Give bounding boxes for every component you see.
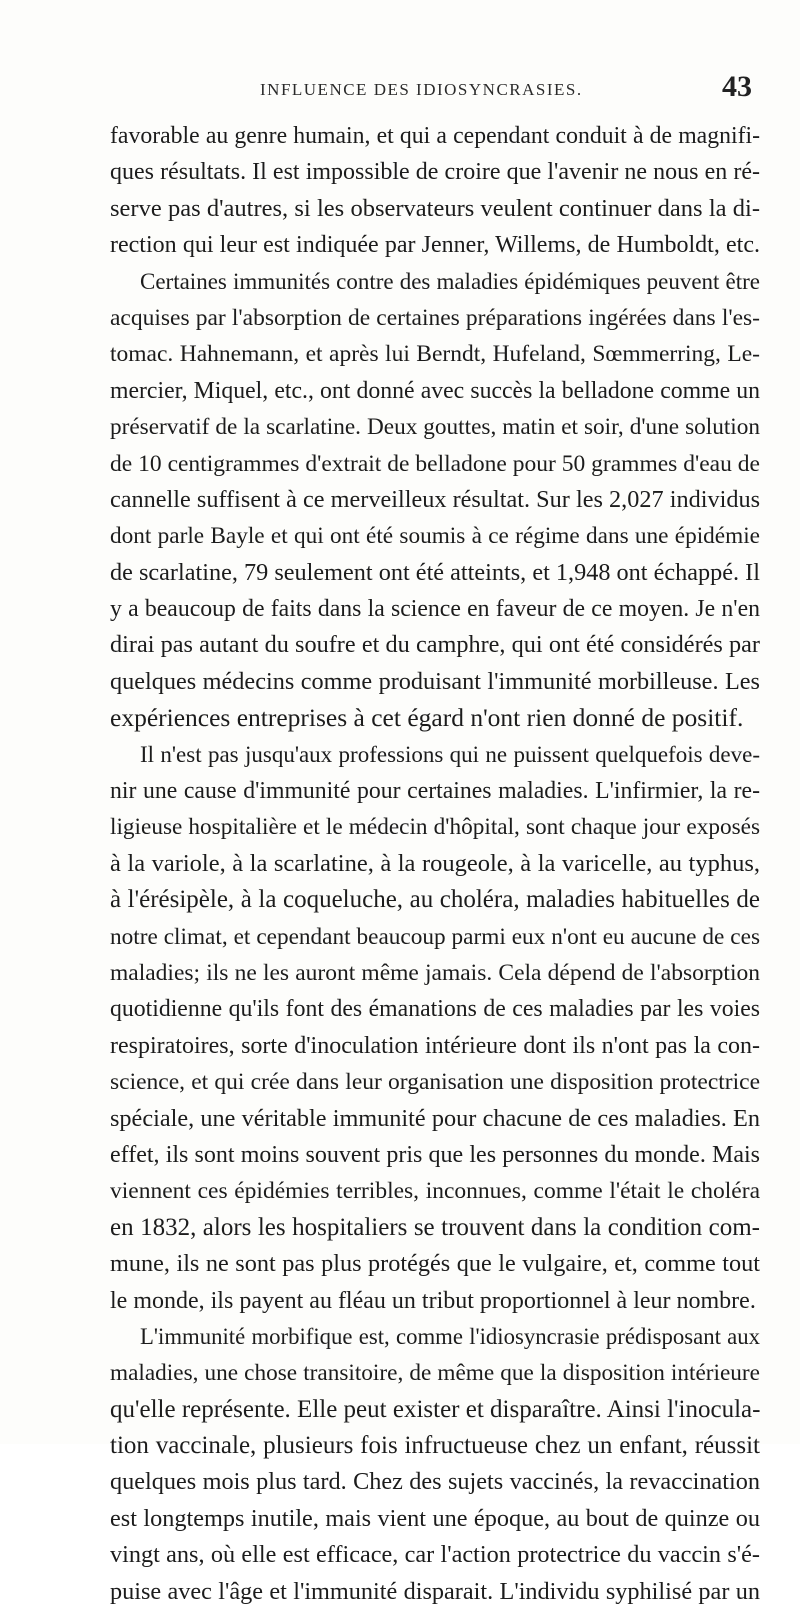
- text-line: de 10 centigrammes d'extrait de belladone pour 50 grammes d'eau de: [110, 450, 760, 477]
- text-line: Il n'est pas jusqu'aux professions qui ne puissent quelquefois deve-: [140, 741, 760, 767]
- text-line: ligieuse hospitalière et le médecin d'hôpital, sont chaque jour exposés: [110, 814, 760, 841]
- text-line: tion vaccinale, plusieurs fois infructueuse chez un enfant, réussit: [110, 1432, 760, 1460]
- text-line: tomac. Hahnemann, et après lui Berndt, Hufeland, Sœmmerring, Le-: [110, 341, 760, 368]
- text-line: à la variole, à la scarlatine, à la rougeole, à la varicelle, au typhus,: [110, 849, 760, 877]
- text-line: cannelle suffisent à ce merveilleux résultat. Sur les 2,027 individus: [110, 485, 760, 513]
- text-line: L'immunité morbifique est, comme l'idiosyncrasie prédisposant aux: [140, 1323, 760, 1349]
- text-line: dont parle Bayle et qui ont été soumis à ce régime dans une épidémie: [110, 523, 760, 550]
- text-line: acquises par l'absorption de certaines préparations ingérées dans l'es-: [110, 304, 760, 331]
- text-line: quelques mois plus tard. Chez des sujets vaccinés, la revaccination: [110, 1468, 760, 1496]
- text-line: y a beaucoup de faits dans la science en faveur de ce moyen. Je n'en: [110, 596, 760, 623]
- text-line: rection qui leur est indiquée par Jenner, Willems, de Humboldt, etc.: [110, 232, 760, 259]
- text-line: serve pas d'autres, si les observateurs veulent continuer dans la di-: [110, 194, 760, 222]
- text-line: quelques médecins comme produisant l'immunité morbilleuse. Les: [110, 667, 760, 695]
- text-line: préservatif de la scarlatine. Deux gouttes, matin et soir, d'une solution: [110, 414, 760, 441]
- text-line: spéciale, une véritable immunité pour chacune de ces maladies. En: [110, 1104, 760, 1132]
- text-line: vingt ans, où elle est efficace, car l'action protectrice du vaccin s'é-: [110, 1541, 760, 1569]
- text-line: est longtemps inutile, mais vient une époque, au bout de quinze ou: [110, 1504, 760, 1532]
- text-line: à l'érésipèle, à la coqueluche, au choléra, maladies habituelles de: [110, 886, 760, 914]
- text-line: maladies, une chose transitoire, de même que la disposition intérieure: [110, 1360, 760, 1387]
- text-line: favorable au genre humain, et qui a cependant conduit à de magnifi-: [110, 123, 760, 149]
- text-line: mune, ils ne sont pas plus protégés que le vulgaire, et, comme tout: [110, 1250, 760, 1278]
- text-line: mercier, Miquel, etc., ont donné avec succès la belladone comme un: [110, 377, 760, 404]
- text-line: viennent ces épidémies terribles, inconnues, comme l'était le choléra: [110, 1178, 760, 1205]
- text-line: dirai pas autant du soufre et du camphre, qui ont été considérés par: [110, 631, 760, 659]
- text-line: maladies; ils ne les auront même jamais. Cela dépend de l'absorption: [110, 959, 760, 986]
- text-line: qu'elle représente. Elle peut exister et disparaître. Ainsi l'inocula-: [110, 1395, 761, 1423]
- text-line: expériences entreprises à cet égard n'ont rien donné de positif.: [110, 703, 744, 733]
- text-line: respiratoires, sorte d'inoculation intérieure dont ils n'ont pas la con-: [110, 1032, 760, 1059]
- text-line: effet, ils sont moins souvent pris que les personnes du monde. Mais: [110, 1141, 760, 1168]
- text-line: nir une cause d'immunité pour certaines maladies. L'infirmier, la re-: [110, 778, 760, 805]
- page-number: 43: [722, 70, 752, 103]
- text-line: le monde, ils payent au fléau un tribut proportionnel à leur nombre.: [110, 1287, 756, 1314]
- running-title: INFLUENCE DES IDIOSYNCRASIES.: [260, 80, 583, 99]
- text-line: en 1832, alors les hospitaliers se trouvent dans la condition com-: [110, 1213, 760, 1241]
- text-line: quotidienne qu'ils font des émanations de ces maladies par les voies: [110, 996, 760, 1023]
- text-line: ques résultats. Il est impossible de croire que l'avenir ne nous en ré-: [110, 159, 760, 186]
- text-line: de scarlatine, 79 seulement ont été atteints, et 1,948 ont échappé. Il: [110, 558, 760, 586]
- running-header: [110, 70, 760, 110]
- text-line: puise avec l'âge et l'immunité disparait. L'individu syphilisé par un: [110, 1577, 760, 1605]
- text-line: science, et qui crée dans leur organisation une disposition protectrice: [110, 1069, 760, 1096]
- text-line: notre climat, et cependant beaucoup parmi eux n'ont eu aucune de ces: [110, 923, 760, 950]
- text-line: Certaines immunités contre des maladies épidémiques peuvent être: [140, 268, 760, 294]
- body-text: [110, 118, 760, 1610]
